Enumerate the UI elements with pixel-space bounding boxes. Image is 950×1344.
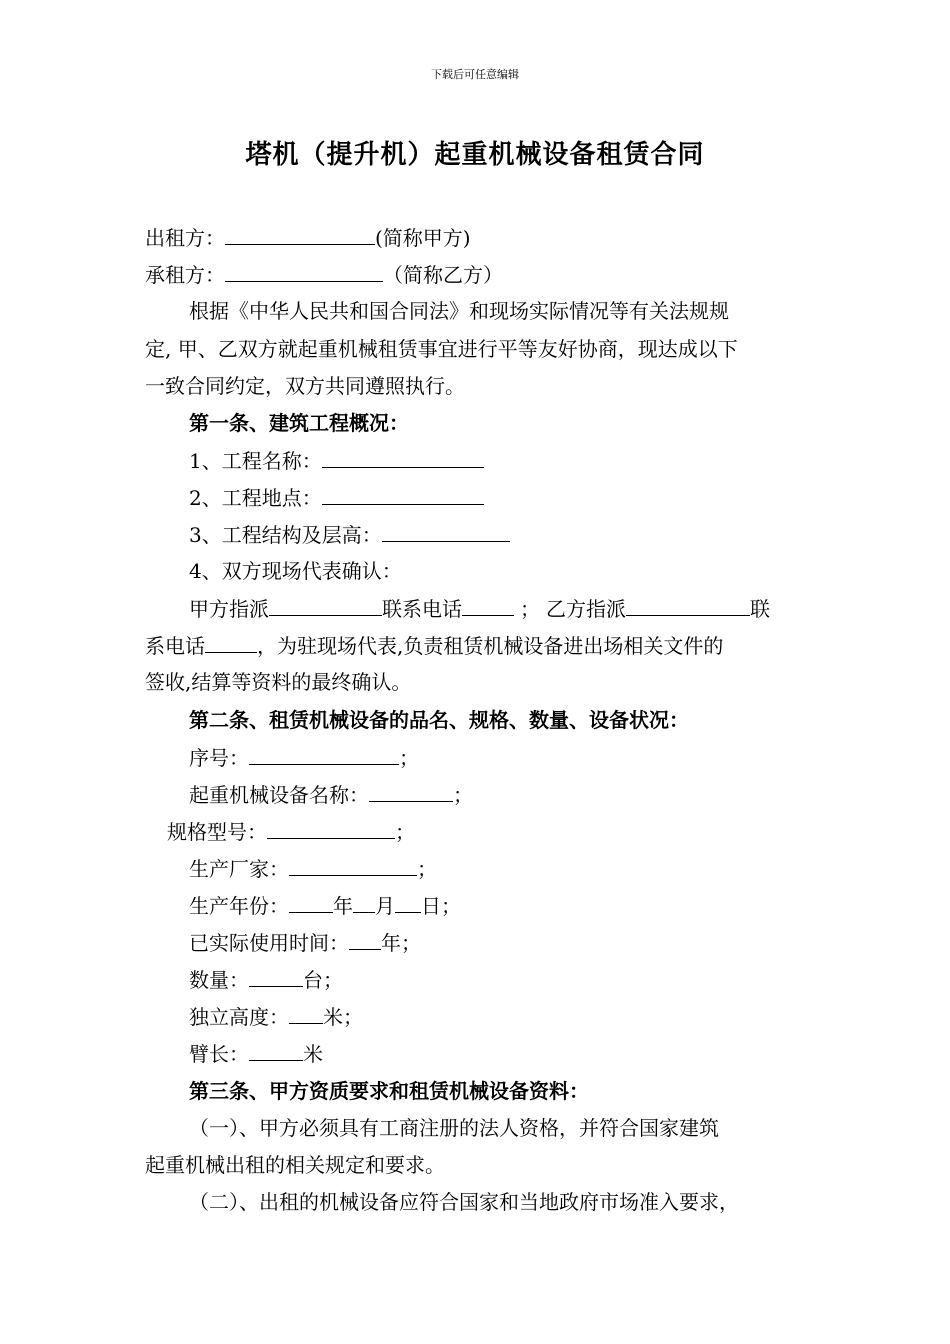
lessee-suffix: （简称乙方） [383,263,503,287]
arm-blank[interactable] [249,1040,303,1061]
lessor-suffix: (简称甲方) [375,226,471,250]
year-line [189,892,461,919]
article1-heading: 第一条、建筑工程概况： [189,411,409,435]
equipment-name-label: 起重机械设备名称： [189,783,369,807]
phone-a-label: 联系电话 [382,597,462,621]
quantity-label: 数量： [189,968,249,992]
maker-line [189,855,437,882]
maker-end: ； [417,857,437,881]
lessee-blank[interactable] [225,261,383,282]
intro-line-3: 一致合同约定，双方共同遵照执行。 [145,374,465,398]
maker-blank[interactable] [289,855,417,876]
project-name-line [189,447,484,474]
project-site-blank[interactable] [322,484,484,505]
height-label: 独立高度： [189,1005,289,1029]
year-blank[interactable] [289,892,333,913]
rep-duty-text: ，为驻现场代表,负责租赁机械设备进出场相关文件的 [257,634,724,658]
rep-b-blank[interactable] [626,595,750,616]
equipment-name-line [189,781,473,808]
site-rep-heading: 4、双方现场代表确认： [189,559,402,583]
arm-label: 臂长： [189,1042,249,1066]
used-time-blank[interactable] [349,929,381,950]
lessee-line [145,261,503,288]
serial-label: 序号： [189,746,249,770]
height-unit: 米； [323,1005,363,1029]
article3-para1-line1: （一）、甲方必须具有工商注册的法人资格，并符合国家建筑 [189,1116,719,1140]
used-time-line [189,929,421,956]
project-structure-label: 3、工程结构及层高： [189,523,382,547]
site-rep-line-3: 签收,结算等资料的最终确认。 [145,670,412,694]
lessor-label: 出租方： [145,226,225,250]
lessor-line [145,224,471,251]
article3-para2-line1: （二）、出租的机械设备应符合国家和当地政府市场准入要求， [189,1190,739,1214]
project-name-blank[interactable] [322,447,484,468]
quantity-line [189,966,343,993]
model-line [167,818,415,845]
rep-b-lian: 联 [750,597,770,621]
intro-line-1: 根据《中华人民共和国合同法》和现场实际情况等有关法规规 [189,299,729,323]
project-structure-line [189,521,510,548]
site-rep-line-2 [145,632,723,659]
lessor-blank[interactable] [225,224,375,245]
height-blank[interactable] [289,1003,323,1024]
site-rep-line-1 [189,595,770,622]
month-unit: 月 [375,894,395,918]
used-time-unit: 年； [381,931,421,955]
arm-line [189,1040,323,1067]
day-unit: 日； [421,894,461,918]
serial-line [189,744,419,771]
equipment-name-end: ； [453,783,473,807]
rep-a-label: 甲方指派 [189,597,269,621]
quantity-unit: 台； [303,968,343,992]
year-label: 生产年份： [189,894,289,918]
lessee-label: 承租方： [145,263,225,287]
rep-a-blank[interactable] [269,595,382,616]
rep-b-label: 乙方指派 [546,597,626,621]
serial-blank[interactable] [249,744,399,765]
project-name-label: 1、工程名称： [189,449,322,473]
maker-label: 生产厂家： [189,857,289,881]
height-line [189,1003,363,1030]
article2-heading: 第二条、租赁机械设备的品名、规格、数量、设备状况： [189,708,689,732]
page-header: 下载后可任意编辑 [431,68,519,81]
phone-a-blank[interactable] [462,595,514,616]
document-title: 塔机（提升机）起重机械设备租赁合同 [245,140,705,170]
month-blank[interactable] [353,892,375,913]
phone-b-blank[interactable] [205,632,257,653]
phone-b-label: 系电话 [145,634,205,658]
year-unit: 年 [333,894,353,918]
article3-para1-line2: 起重机械出租的相关规定和要求。 [145,1153,445,1177]
intro-line-2: 定, 甲、乙双方就起重机械租赁事宜进行平等友好协商，现达成以下 [145,337,738,361]
separator: ； [520,597,540,621]
quantity-blank[interactable] [249,966,303,987]
project-structure-blank[interactable] [382,521,510,542]
project-site-line [189,484,484,511]
project-site-label: 2、工程地点： [189,486,322,510]
model-end: ； [395,820,415,844]
day-blank[interactable] [395,892,421,913]
used-time-label: 已实际使用时间： [189,931,349,955]
model-label: 规格型号： [167,820,267,844]
equipment-name-blank[interactable] [369,781,453,802]
article3-heading: 第三条、甲方资质要求和租赁机械设备资料： [189,1079,589,1103]
model-blank[interactable] [267,818,395,839]
arm-unit: 米 [303,1042,323,1066]
serial-end: ； [399,746,419,770]
